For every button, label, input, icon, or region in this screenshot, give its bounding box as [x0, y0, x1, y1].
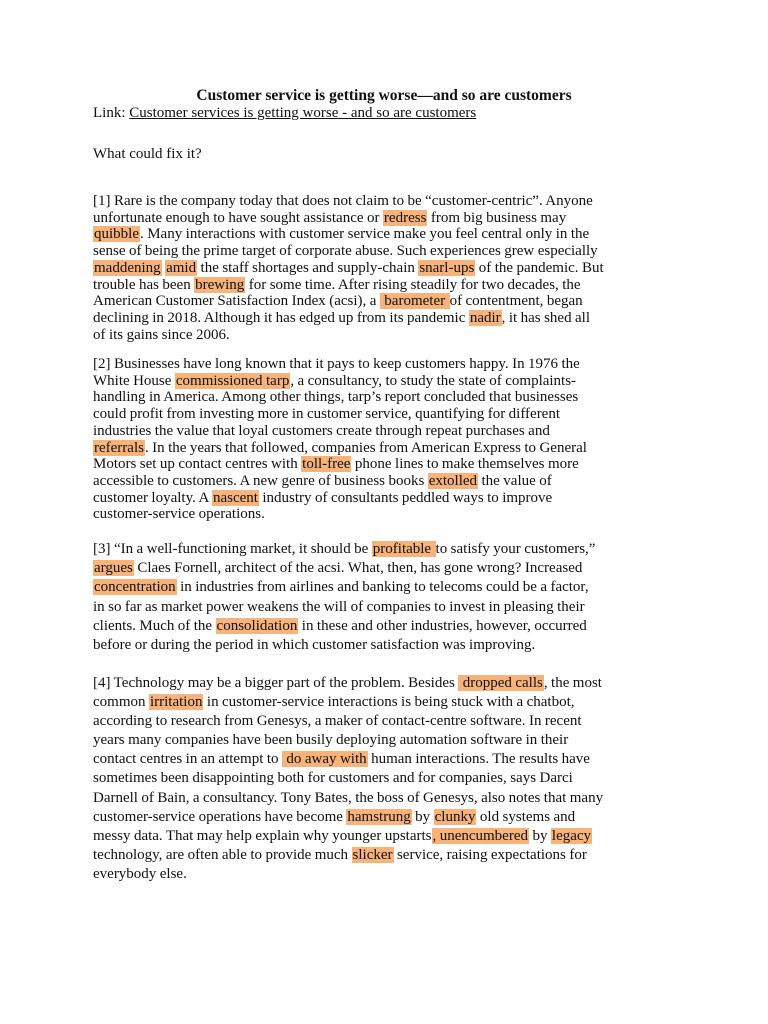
text-run: according to research from Genesys, a maker of contact-centre software. In recent — [93, 713, 582, 730]
text-line — [93, 790, 603, 806]
text-run: could profit from investing more in customer service, quantifying for different — [93, 406, 561, 423]
text-line — [93, 579, 589, 595]
text-run: industry of consultants peddled ways to improve — [258, 489, 553, 506]
text-run: everybody else. — [93, 865, 187, 882]
text-run: , a consultancy, to study the state of complaints- — [290, 372, 577, 389]
text-line — [93, 210, 566, 226]
text-line — [93, 751, 590, 767]
text-line — [93, 243, 598, 259]
text-line — [93, 356, 580, 372]
text-line — [93, 293, 583, 309]
text-run: in so far as market power weakens the will of companies to invest in pleasing their — [93, 598, 585, 615]
text-line — [93, 770, 573, 786]
text-line — [93, 866, 187, 882]
text-line — [93, 809, 575, 825]
text-line — [93, 506, 265, 522]
highlighted-term: consolidation — [216, 617, 298, 634]
text-run: clients. Much of the — [93, 617, 216, 634]
text-run: by — [411, 808, 434, 825]
text-run: handling in America. Among other things, tarp’s report concluded that businesses — [93, 389, 579, 406]
text-run: [3] “In a well-functioning market, it should be — [93, 541, 372, 557]
text-run: human interactions. The results have — [367, 751, 590, 768]
paragraph-2 — [93, 356, 587, 523]
text-line — [93, 675, 602, 691]
highlighted-term: nascent — [212, 489, 258, 506]
text-run: of the pandemic. But — [475, 259, 604, 276]
text-line — [93, 847, 587, 863]
text-line — [93, 713, 582, 729]
text-run: from big business may — [427, 209, 567, 226]
text-run: phone lines to make themselves more — [351, 456, 579, 473]
text-run: service, raising expectations for — [393, 846, 587, 863]
article-link[interactable]: Customer services is getting worse - and so are customers — [129, 105, 477, 121]
text-run: declining in 2018. Although it has edged up from its pandemic — [93, 309, 469, 326]
text-line — [93, 828, 592, 844]
text-run: unfortunate enough to have sought assistance or — [93, 209, 383, 226]
text-line — [93, 618, 587, 634]
text-run: the staff shortages and supply-chain — [197, 259, 419, 276]
text-line — [93, 373, 576, 389]
highlighted-term: slicker — [352, 846, 393, 863]
text-run: years many companies have been busily deploying automation software in their — [93, 732, 569, 749]
text-run: sometimes been disappointing both for customers and for companies, says Darci — [93, 770, 573, 787]
text-run: by — [529, 827, 551, 844]
paragraph-1 — [93, 193, 604, 343]
text-run: contact centres in an attempt to — [93, 751, 282, 768]
text-run: of its gains since 2006. — [93, 326, 230, 343]
text-run: common — [93, 694, 149, 711]
text-run: [4] Technology may be a bigger part of the problem. Besides — [93, 675, 459, 691]
text-line — [93, 260, 604, 276]
text-line — [93, 406, 560, 422]
text-line — [93, 456, 579, 472]
highlighted-term: brewing — [195, 276, 245, 293]
highlighted-term: clunky — [434, 808, 476, 825]
highlighted-term: amid — [166, 259, 197, 276]
highlighted-term: maddening — [94, 259, 161, 276]
text-run: American Customer Satisfaction Index (acsi), a — [93, 293, 380, 310]
text-line — [93, 440, 587, 456]
text-run: for some time. After rising steadily for two decades, the — [245, 276, 581, 293]
text-run: , the most — [543, 675, 602, 691]
highlighted-term: quibble — [94, 226, 139, 243]
text-run: the value of — [478, 472, 552, 489]
text-run: to satisfy your customers,” — [435, 541, 596, 557]
highlighted-term: barometer — [380, 293, 449, 310]
text-line — [93, 310, 590, 326]
text-run: White House — [93, 372, 175, 389]
text-line — [93, 490, 552, 506]
highlighted-term: do away with — [282, 751, 367, 768]
text-line — [93, 193, 593, 209]
text-run: Claes Fornell, architect of the acsi. What, then, has gone wrong? Increased — [133, 560, 583, 577]
text-run: sense of being the prime target of corporate abuse. Such experiences grew especially — [93, 243, 598, 260]
highlighted-term: concentration — [94, 579, 176, 596]
text-run: before or during the period in which customer satisfaction was improving. — [93, 637, 536, 654]
text-run: , it has shed all — [501, 309, 591, 326]
text-run: customer-service operations. — [93, 506, 265, 523]
text-line — [93, 327, 230, 343]
text-line — [93, 423, 550, 439]
highlighted-term: commissioned tarp — [175, 372, 290, 389]
text-run: in these and other industries, however, occurred — [298, 617, 587, 634]
highlighted-term: irritation — [149, 694, 203, 711]
text-run: [1] Rare is the company today that does not claim to be “customer-centric”. Anyone — [93, 193, 593, 209]
text-run: accessible to customers. A new genre of business books — [93, 472, 428, 489]
question-heading: What could fix it? — [93, 146, 202, 162]
text-line — [93, 694, 575, 710]
highlighted-term: snarl-ups — [419, 259, 475, 276]
text-run: in customer-service interactions is being stuck with a chatbot, — [203, 694, 575, 711]
text-line — [93, 226, 589, 242]
highlighted-term: argues — [94, 560, 133, 577]
text-line — [93, 473, 552, 489]
text-run: customer-service operations have become — [93, 808, 347, 825]
text-run: industries the value that loyal customers create through repeat purchases and — [93, 422, 550, 439]
text-run: trouble has been — [93, 276, 195, 293]
highlighted-term: legacy — [551, 827, 592, 844]
highlighted-term: dropped calls — [459, 675, 543, 691]
text-run: . In the years that followed, companies from American Express to General — [144, 439, 587, 456]
text-run: in industries from airlines and banking to telecoms could be a factor, — [176, 579, 589, 596]
text-run: customer loyalty. A — [93, 489, 212, 506]
highlighted-term: referrals — [94, 439, 144, 456]
paragraph-3 — [93, 540, 595, 655]
highlighted-term: nadir — [469, 309, 501, 326]
text-run: old systems and — [476, 808, 576, 825]
text-run: messy data. That may help explain why younger upstarts — [93, 827, 432, 844]
text-line — [93, 277, 581, 293]
highlighted-term: profitable — [372, 541, 435, 557]
link-line — [93, 104, 476, 122]
text-run: [2] Businesses have long known that it pays to keep customers happy. In 1976 the — [93, 356, 580, 372]
text-line — [93, 560, 582, 576]
text-run: Darnell of Bain, a consultancy. Tony Bates, the boss of Genesys, also notes that many — [93, 789, 604, 806]
text-line — [93, 389, 578, 405]
highlighted-term: extolled — [428, 472, 478, 489]
text-run: . Many interactions with customer service make you feel central only in the — [140, 226, 590, 243]
highlighted-term: , unencumbered — [432, 827, 528, 844]
document-title: Customer service is getting worse—and so are customers — [196, 87, 572, 104]
text-line — [93, 541, 595, 557]
paragraph-4 — [93, 674, 603, 884]
text-line — [93, 599, 585, 615]
highlighted-term: toll-free — [302, 456, 351, 473]
text-run: of contentment, began — [449, 293, 583, 310]
text-line — [93, 732, 568, 748]
text-run: Motors set up contact centres with — [93, 456, 302, 473]
text-run: technology, are often able to provide much — [93, 846, 352, 863]
link-label: Link: — [93, 105, 130, 121]
highlighted-term: hamstrung — [347, 808, 411, 825]
text-line — [93, 637, 535, 653]
highlighted-term: redress — [383, 209, 427, 226]
